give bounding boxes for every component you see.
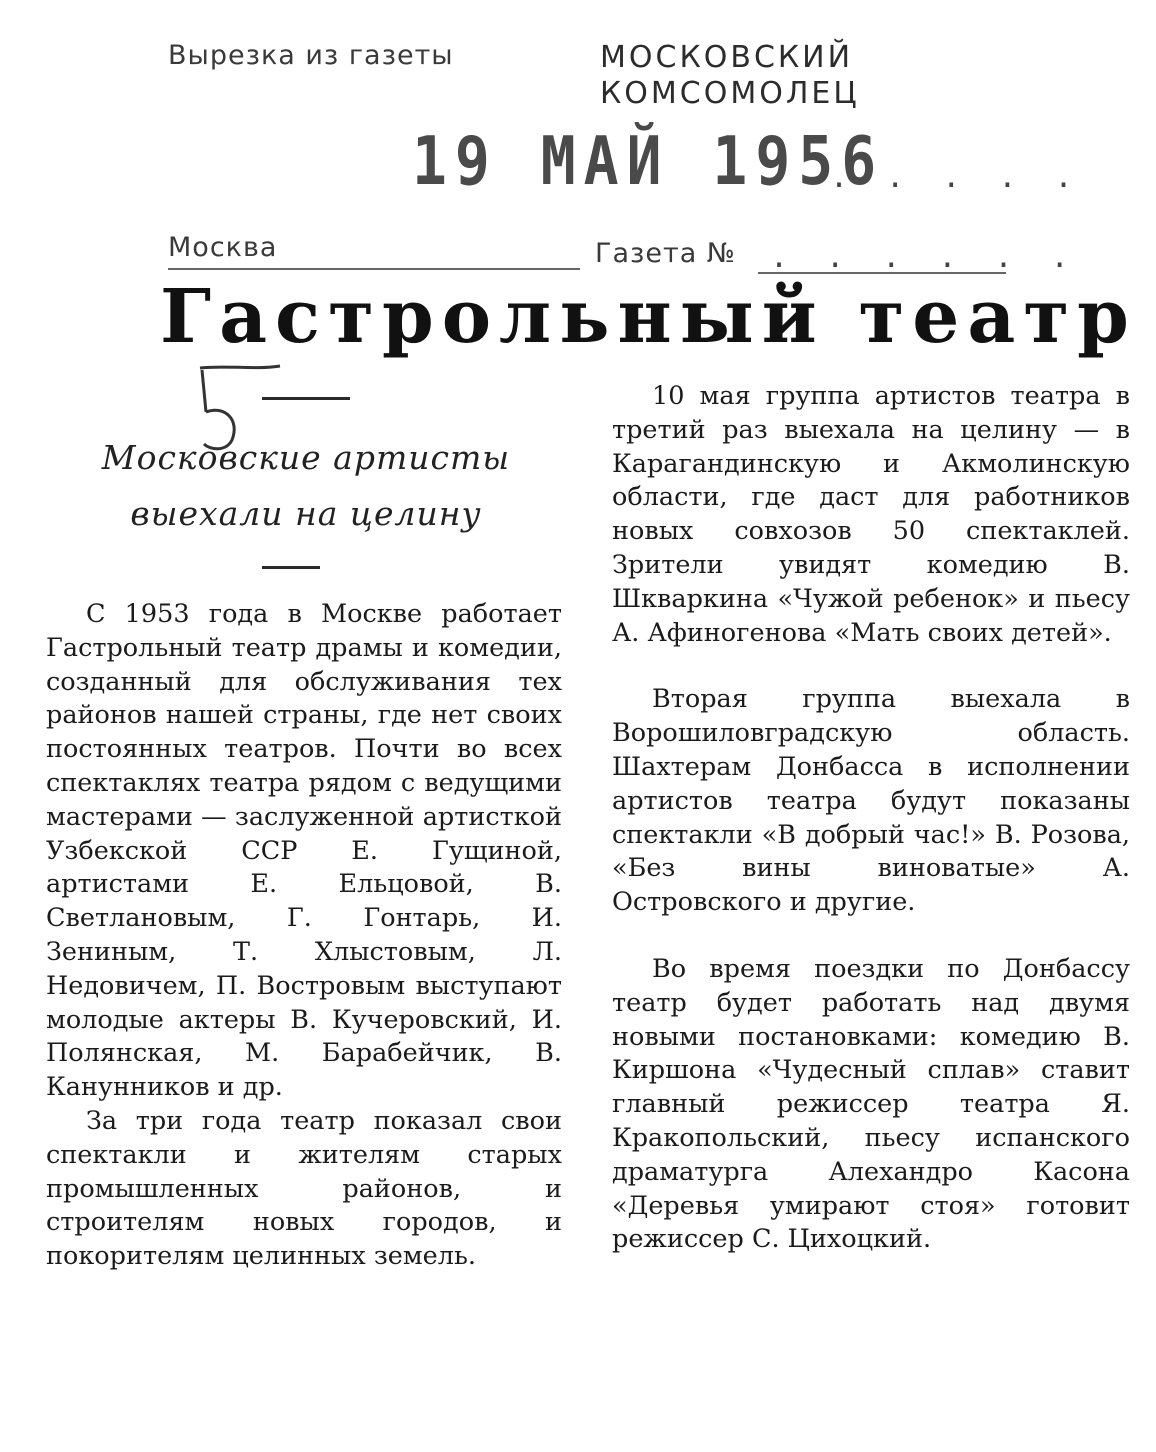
article-left-column [46,598,562,1274]
right-paragraph-1: 10 мая группа артистов театра в третий раз выехала на целину — в Карагандинскую и Акмолинскую области, где даст для работников новых совхозов 50 спектаклей. Зрители увидят комедию В. Шкваркина «Чужой ребенок» и пьесу А. Афиногенова «Мать своих детей». [612,381,1130,648]
subtitle-top-rule [262,397,350,400]
article-subtitle [56,430,556,542]
right-paragraph-2: Вторая группа выехала в Ворошиловградскую область. Шахтерам Донбасса в исполнении артистов театра будут показаны спектакли «В добрый час!» В. Розова, «Без вины виноватые» А. Островского и другие. [612,684,1130,918]
newspaper-name-line2: КОМСОМОЛЕЦ [600,76,860,111]
newspaper-name-line1: МОСКОВСКИЙ [600,40,854,75]
newspaper-name [600,40,860,112]
right-paragraph-3: Во время поездки по Донбассу театр будет работать над двумя новыми постановками: комедию В. Киршона «Чудесный сплав» ставит главный режиссер театра Я. Кракопольский, пьесу испанского драматурга Алехандро Касона «Деревья умирают стоя» готовит режиссер С. Цихоцкий. [612,953,1130,1255]
clipping-label: Вырезка из газеты [168,40,454,71]
subtitle-bottom-rule [262,566,320,569]
city-label: Москва [168,232,278,263]
city-underline [168,268,580,270]
subtitle-line-2: выехали на целину [130,494,482,533]
article-right-column [612,380,1130,1257]
subtitle-line-1: Московские артисты [101,438,511,477]
gazette-number-dots: . . . . . . [770,240,1079,275]
gazette-number-label: Газета № [595,238,736,269]
left-paragraph-1: С 1953 года в Москве работает Гастрольный театр драмы и комедии, созданный для обслуживания тех районов нашей страны, где нет своих постоянных театров. Почти во всех спектаклях театра рядом с ведущими мастерами — заслуженной артисткой Узбекской ССР Е. Гущиной, артистами Е. Ельцовой, В. Светлановым, Г. Гонтарь, И. Зениным, Т. Хлыстовым, Л. Недовичем, П. Востровым выступают молодые актеры В. Кучеровский, И. Полянская, М. Барабейчик, В. Канунников и др. [46,599,562,1103]
left-paragraph-2: За три года театр показал свои спектакли и жителям старых промышленных районов, и строителям новых городов, и покорителям целинных земель. [46,1105,562,1272]
date-stamp: 19 МАЙ 1956 [412,122,885,201]
stamp-trailing-dots: . . . . . [830,160,1083,195]
article-headline: Гастрольный театр [160,274,1137,360]
